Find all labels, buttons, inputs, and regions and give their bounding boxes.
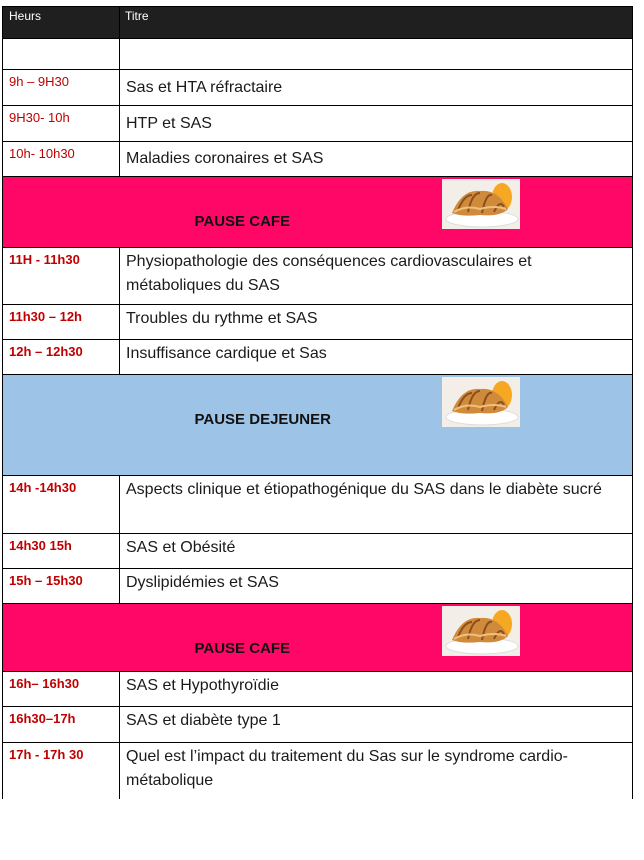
table-row xyxy=(3,142,633,177)
table-row xyxy=(3,70,633,106)
title-cell: Troubles du rythme et SAS xyxy=(120,305,633,340)
table-row xyxy=(3,106,633,142)
time-cell: 9H30- 10h xyxy=(3,106,120,142)
table-row xyxy=(3,248,633,305)
table-row xyxy=(3,340,633,375)
time-cell: 9h – 9H30 xyxy=(3,70,120,106)
time-cell: 15h – 15h30 xyxy=(3,569,120,604)
header-time: Heurs xyxy=(3,7,120,39)
croissant-icon xyxy=(442,179,520,229)
schedule-table xyxy=(2,6,633,799)
time-cell: 14h -14h30 xyxy=(3,476,120,534)
croissant-icon xyxy=(442,377,520,427)
time-cell: 14h30 15h xyxy=(3,534,120,569)
title-cell: SAS et Obésité xyxy=(120,534,633,569)
title-cell: SAS et diabète type 1 xyxy=(120,707,633,743)
time-cell: 11H - 11h30 xyxy=(3,248,120,305)
title-cell: Maladies coronaires et SAS xyxy=(120,142,633,177)
pause-row-dejeuner xyxy=(3,375,633,476)
time-cell: 17h - 17h 30 xyxy=(3,743,120,799)
pause-label: PAUSE DEJEUNER xyxy=(194,411,331,428)
title-cell: Sas et HTA réfractaire xyxy=(120,70,633,106)
pause-label: PAUSE CAFE xyxy=(194,213,291,230)
blank-row xyxy=(3,39,633,70)
pause-row-cafe-2 xyxy=(3,604,633,672)
croissant-icon xyxy=(442,606,520,656)
time-cell: 16h30–17h xyxy=(3,707,120,743)
header-title: Titre xyxy=(120,7,633,39)
title-cell: HTP et SAS xyxy=(120,106,633,142)
time-cell: 11h30 – 12h xyxy=(3,305,120,340)
table-row xyxy=(3,569,633,604)
time-cell: 16h– 16h30 xyxy=(3,672,120,707)
table-row xyxy=(3,476,633,534)
table-row xyxy=(3,707,633,743)
pause-row-cafe-1 xyxy=(3,177,633,248)
title-cell: Quel est l’impact du traitement du Sas sur le syndrome cardio-métabolique xyxy=(120,743,633,799)
title-cell: Insuffisance cardique et Sas xyxy=(120,340,633,375)
time-cell: 10h- 10h30 xyxy=(3,142,120,177)
title-cell: Physiopathologie des conséquences cardiovasculaires et métaboliques du SAS xyxy=(120,248,633,305)
title-cell: Aspects clinique et étiopathogénique du SAS dans le diabète sucré xyxy=(120,476,633,534)
pause-label: PAUSE CAFE xyxy=(194,640,291,657)
title-cell: SAS et Hypothyroïdie xyxy=(120,672,633,707)
time-cell: 12h – 12h30 xyxy=(3,340,120,375)
table-row xyxy=(3,672,633,707)
title-cell: Dyslipidémies et SAS xyxy=(120,569,633,604)
header-row xyxy=(3,7,633,39)
table-row xyxy=(3,534,633,569)
table-row xyxy=(3,305,633,340)
table-row xyxy=(3,743,633,799)
